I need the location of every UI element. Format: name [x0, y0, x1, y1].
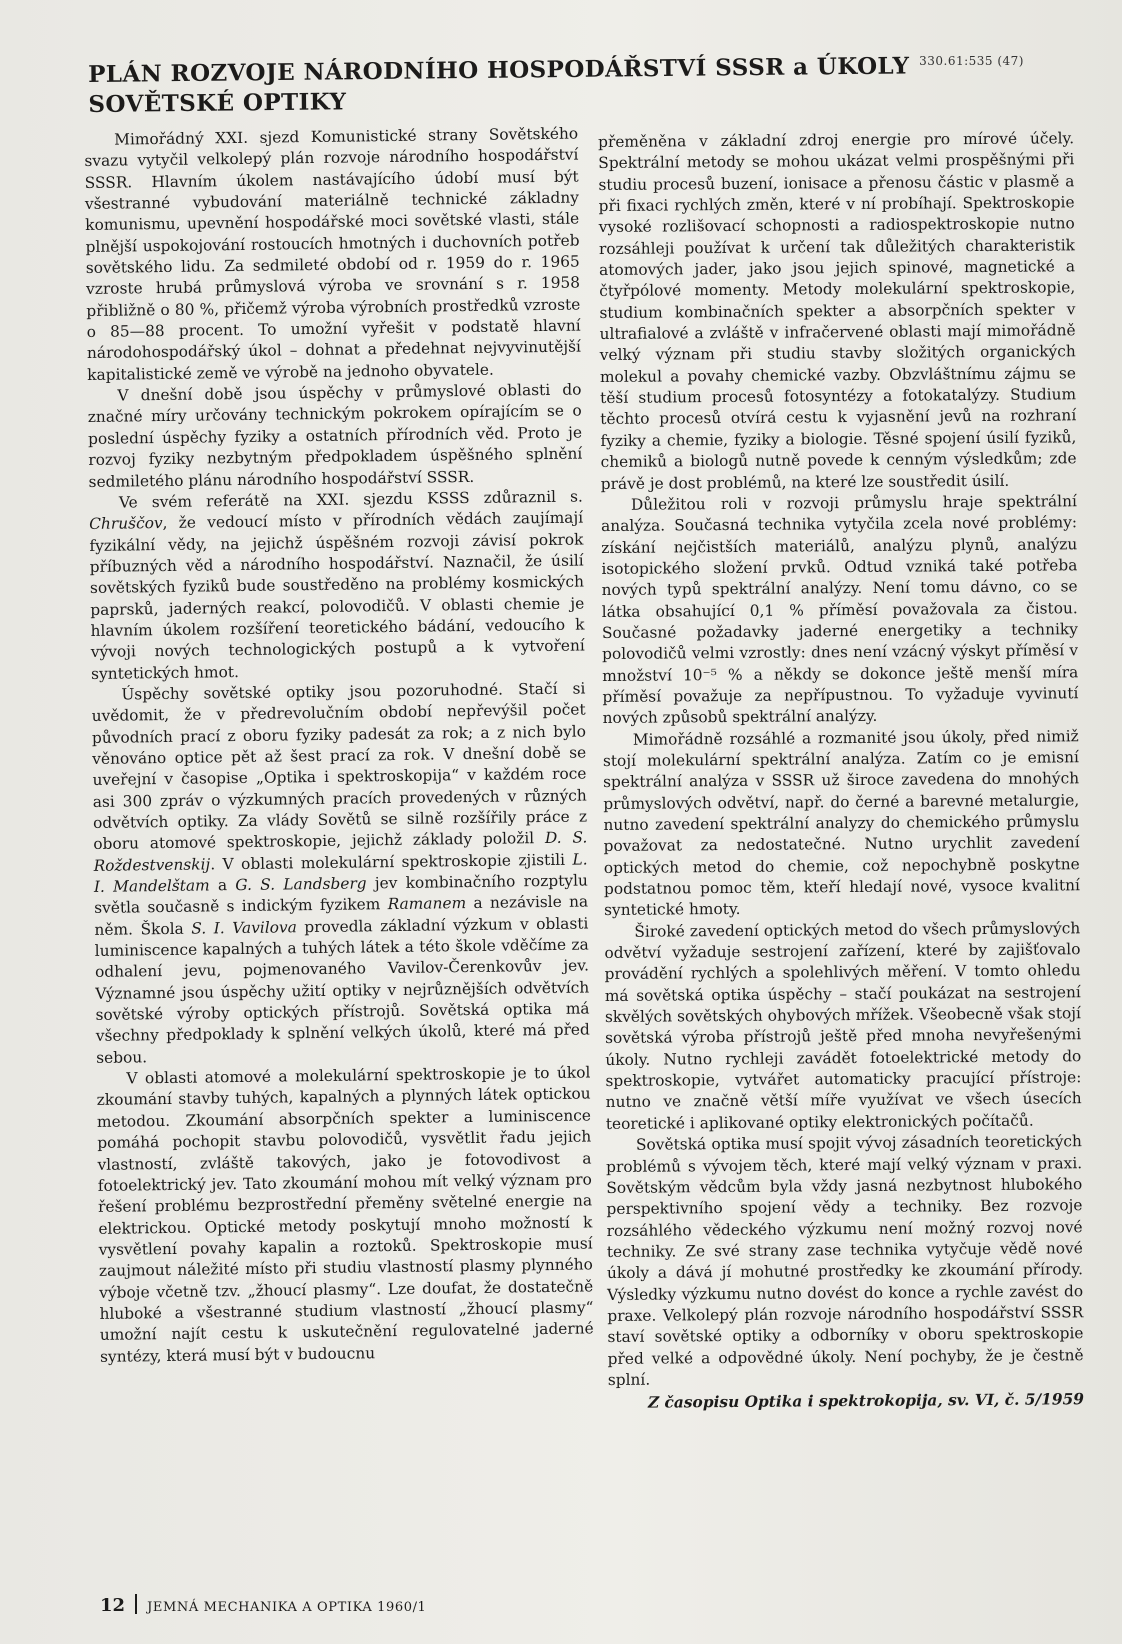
person-name: Chruščov [89, 514, 163, 534]
person-name: L. I. Mandelštam [93, 850, 588, 896]
person-name: G. S. Landsberg [235, 874, 367, 895]
right-column [598, 128, 1084, 1414]
paragraph: V oblasti atomové a molekulární spektroskopie je to úkol zkoumání stavby tuhých, kapalných a plynných látek optickou metodou. Zkoumání absorpčních spekter a luminiscence pomáhá pochopit stavbu polovodičů, vysvětlit řadu jejich vlastností, zvláště takových, jako je fotovodivost a fotoelektrický jev. Tato zkoumání mohou mít velký význam pro řešení problému bezprostřední přeměny světelné energie na elektrickou. Optické metody poskytují mnoho možností k vysvětlení povahy kapalin a roztoků. Spektroskopie musí zaujmout náležité místo při studiu vlastností plasmy plynného výboje včetně tzv. „žhoucí plasmy“. Lze doufat, že dostatečně hluboké a všestranné studium vlastností „žhoucí plasmy“ umožní najít cestu k uskutečnění regulovatelné jaderné syntézy, která musí být v budoucnu [96, 1063, 594, 1366]
udc-classification: 330.61:535 (47) [919, 54, 1024, 68]
article-title-line-1: PLÁN ROZVOJE NÁRODNÍHO HOSPODÁŘSTVÍ SSSR a ÚKOLY [88, 52, 910, 88]
paragraph [89, 486, 585, 685]
paragraph: Důležitou roli v rozvoji průmyslu hraje spektrální analýza. Současná technika vytyčila zcela nové problémy: získání nejčistších materiálů, analýzu plynů, analýzu isotopického složení prvků. Odtud vzniká také potřeba nových typů spektrální analýzy. Není tomu dávno, co se látka obsahující 0,1 % příměsí považovala za čistou. Současné požadavky jaderné energetiky a techniky polovodičů velmi vzrostly: dnes není vzácný výskyt příměsí v množství 10⁻⁵ % a někdy se dokonce ještě menší míra příměsí považuje za nepřípustnou. To vyžaduje vyvinutí nových způsobů spektrální analýzy. [601, 492, 1079, 728]
paragraph-text: a [209, 876, 236, 895]
paragraph: V dnešní době jsou úspěchy v průmyslové oblasti do značné míry určovány technickým pokrokem opírajícím se o poslední úspěchy fyziky a ostatních přírodních věd. Proto je rozvoj fyziky nezbytným předpokladem úspěšného splnění sedmiletého plánu národního hospodářství SSSR. [87, 380, 583, 491]
paragraph-text: . V oblasti molekulární spektroskopie zjistili [210, 850, 573, 874]
left-column [84, 124, 594, 1368]
paragraph-text: jev kombinačního rozptylu světla současně s indickým fyzikem [94, 871, 588, 918]
paragraph-text: Ve svém referátě na XXI. sjezdu KSSS zdůraznil s. [118, 487, 583, 512]
page-number: 12 [100, 1595, 126, 1616]
paragraph [91, 678, 590, 1069]
paragraph: Široké zavedení optických metod do všech průmyslových odvětví vyžaduje sestrojení zařízení, které by zajišťovalo provádění rychlých a spolehlivých měření. V tomto ohledu má sovětská optika úspěchy – stačí poukázat na sestrojení skvělých sovětských ohybových mřížek. Všeobecně však stojí sovětská výroba přístrojů ještě před mnoha nevyřešenými úkoly. Nutno rychleji zavádět fotoelektrické metody do spektroskopie, vytvářet automaticky pracující přístroje: nutno ve značně větší míře využívat ve všech úsecích teoretické i aplikované optiky elektronických počítačů. [604, 918, 1082, 1133]
person-name: Ramanem [387, 894, 467, 914]
article-title-line-2: SOVĚTSKÉ OPTIKY [88, 88, 347, 118]
paragraph: přeměněna v základní zdroj energie pro mírové účely. Spektrální metody se mohou ukázat velmi prospěšnými při studiu procesů buzení, ionisace a přenosu částic v plasmě a při fixaci rychlých změn, které v ní probíhají. Spektroskopie vysoké rozlišovací schopnosti a radiospektroskopie nutno rozsáhleji používat k určení tak důležitých charakteristik atomových jader, jako jsou jejich spinové, magnetické a čtyřpólové momenty. Metody molekulární spektroskopie, studium kombinačních spekter a absorpčních spekter v ultrafialové a zvláště v infračervené oblasti mají mimořádně velký význam při studiu stavby složitých organických molekul a povahy chemické vazby. Obzvláštnímu zájmu se těší studium procesů fotosyntézy a fotokatalýzy. Studium těchto procesů otvírá cestu k vyjasnění jevů na rozhraní fyziky a chemie, fyziky a biologie. Těsné spojení úsilí fyziků, chemiků a biologů nutně povede k cenným výsledkům; zde právě je dost problémů, na které lze soustředit úsilí. [598, 129, 1077, 493]
article-title [88, 52, 910, 120]
footer-divider [135, 1594, 137, 1614]
source-citation: Z časopisu Optika i spektrokopija, sv. VI, č. 5/1959 [647, 1390, 1085, 1412]
paragraph: Mimořádně rozsáhlé a rozmanité jsou úkoly, před nimiž stojí molekulární spektrální analýza. Zatím co je emisní spektrální analýza v SSSR už široce zavedena do mnohých průmyslových odvětví, např. do černé a barevné metalurgie, nutno zavedení spektrální analyzy do chemického průmyslu považovat za nedostatečné. Nutno urychlit zavedení optických metod do chemie, což nepochybně poskytne podstatnou pomoc těm, kteří hledají nové, vysoce kvalitní syntetické hmoty. [602, 726, 1081, 920]
page-footer [100, 1594, 426, 1616]
person-name: S. I. Vavilova [191, 918, 297, 938]
paragraph-text: , že vedoucí místo v přírodních vědách zaujímají fyzikální vědy, na jejichž úspěšném rozvoji závisí pokrok příbuzných věd a národního hospodářství. Naznačil, že úsilí sovětských fyziků bude soustředěno na problémy kosmických paprsků, jaderných reakcí, polovodičů. V oblasti chemie je hlavním úkolem rozšíření teoretického bádání, vedoucího k vývoji nových technologických postupů a k vytvoření syntetických hmot. [89, 508, 585, 683]
paragraph: Mimořádný XXI. sjezd Komunistické strany Sovětského svazu vytyčil velkolepý plán rozvoje národního hospodářství SSSR. Hlavním úkolem nastávajícího údobí musí být všestranné vybudování materiálně technické základny komunismu, upevnění hospodářské moci sovětské vlasti, stále plnější uspokojování rostoucích hmotných i duchovních potřeb sovětského lidu. Za sedmileté období od r. 1959 do r. 1965 vzroste hrubá průmyslová výroba ve srovnání s r. 1958 přibližně o 80 %, přičemž výroba výrobních prostředků vzroste o 85—88 procent. To umožní vyřešit v podstatě hlavní národohospodářský úkol – dohnat a předehnat nejvyvinutější kapitalistické země ve výrobě na jednoho obyvatele. [84, 124, 582, 384]
journal-name: JEMNÁ MECHANIKA A OPTIKA 1960/1 [147, 1600, 427, 1615]
paragraph-text: provedla základní výzkum v oblasti luminiscence kapalných a tuhých látek a této škole vděčíme za odhalení jevu, pojmenovaného Vavilov-Čerenkovův jev. Významné jsou úspěchy užití optiky v nejrůznějších odvětvích sovětské výroby optických přístrojů. Sovětská optika má všechny předpoklady k splnění velkých úkolů, které má před sebou. [94, 914, 590, 1067]
paragraph-text: Úspěchy sovětské optiky jsou pozoruhodné. Stačí si uvědomit, že v předrevolučním období nepřevýšil počet původních prací z oboru fyziky padesát za rok; a z nich bylo věnováno optice pět až šest prací za rok. V dnešní době se uveřejní v časopise „Optika i spektroskopija“ v každém roce asi 300 zpráv o výzkumných pracích provedených v různých odvětvích optiky. Za vlády Sovětů se silně rozšířily práce z oboru atomové spektroskopie, jejichž základy položil [91, 679, 588, 854]
paragraph-text: a nezávisle na něm. Škola [94, 892, 589, 939]
paragraph: Sovětská optika musí spojit vývoj zásadních teoretických problémů s vývojem těch, které mají velký význam v praxi. Sovětským vědcům byla vždy jasná nezbytnost hlubokého perspektivního spojení vědy a techniky. Bez rozvoje rozsáhlého vědeckého výzkumu není možný rozvoj nové techniky. Ze své strany zase technika vytyčuje vědě nové úkoly a dává jí mohutné prostředky ke zkoumání přírody. Výsledky výzkumu nutno dovést do konce a rychle zavést do praxe. Velkolepý plán rozvoje národního hospodářství SSSR staví sovětské optiky a odborníky v oboru spektroskopie před velké a odpovědné úkoly. Není pochyby, že je čestně splní. [606, 1132, 1084, 1389]
person-name: D. S. Roždestvenskij [93, 828, 588, 875]
